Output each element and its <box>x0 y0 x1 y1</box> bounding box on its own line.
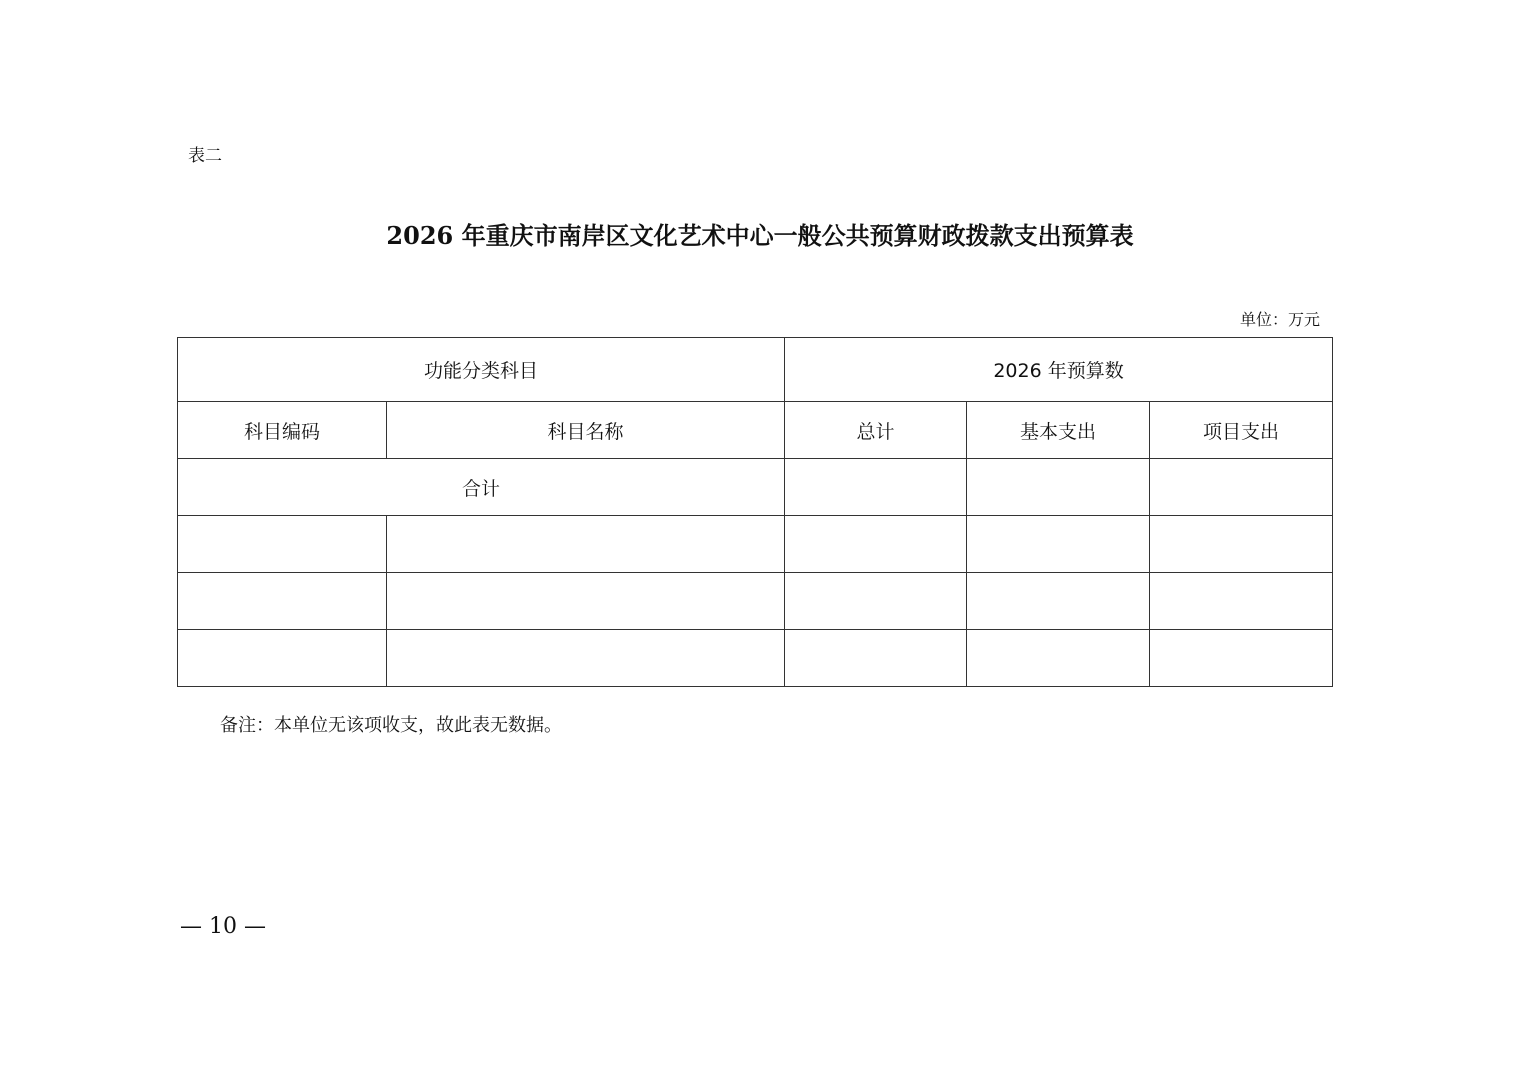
table-cell <box>178 573 387 630</box>
total-row <box>178 459 1333 516</box>
table-cell <box>178 516 387 573</box>
column-header-name: 科目名称 <box>387 402 785 459</box>
table-cell <box>1150 573 1333 630</box>
table-group-header-row <box>178 338 1333 402</box>
column-header-total: 总计 <box>785 402 967 459</box>
table-cell <box>967 516 1150 573</box>
footnote: 备注：本单位无该项收支，故此表无数据。 <box>220 715 562 736</box>
total-cell <box>967 459 1150 516</box>
table-cell <box>1150 516 1333 573</box>
table-label: 表二 <box>188 146 222 166</box>
group-header-functional-category: 功能分类科目 <box>178 338 785 402</box>
table-cell <box>387 573 785 630</box>
table-row <box>178 573 1333 630</box>
table-column-header-row <box>178 402 1333 459</box>
page-number: — 10 — <box>180 914 266 939</box>
budget-table <box>177 337 1333 687</box>
table-cell <box>967 573 1150 630</box>
column-header-basic-expense: 基本支出 <box>967 402 1150 459</box>
total-cell <box>785 459 967 516</box>
table-cell <box>785 573 967 630</box>
total-cell <box>1150 459 1333 516</box>
total-label: 合计 <box>178 459 785 516</box>
table-row <box>178 516 1333 573</box>
column-header-project-expense: 项目支出 <box>1150 402 1333 459</box>
table-cell <box>178 630 387 687</box>
table-row <box>178 630 1333 687</box>
table-cell <box>967 630 1150 687</box>
column-header-code: 科目编码 <box>178 402 387 459</box>
page-title: 2026 年重庆市南岸区文化艺术中心一般公共预算财政拨款支出预算表 <box>386 221 1134 250</box>
table-cell <box>387 630 785 687</box>
table-cell <box>785 630 967 687</box>
table-cell <box>1150 630 1333 687</box>
table-cell <box>785 516 967 573</box>
unit-label: 单位：万元 <box>1239 310 1320 329</box>
group-header-budget-amount: 2026 年预算数 <box>785 338 1333 402</box>
table-cell <box>387 516 785 573</box>
